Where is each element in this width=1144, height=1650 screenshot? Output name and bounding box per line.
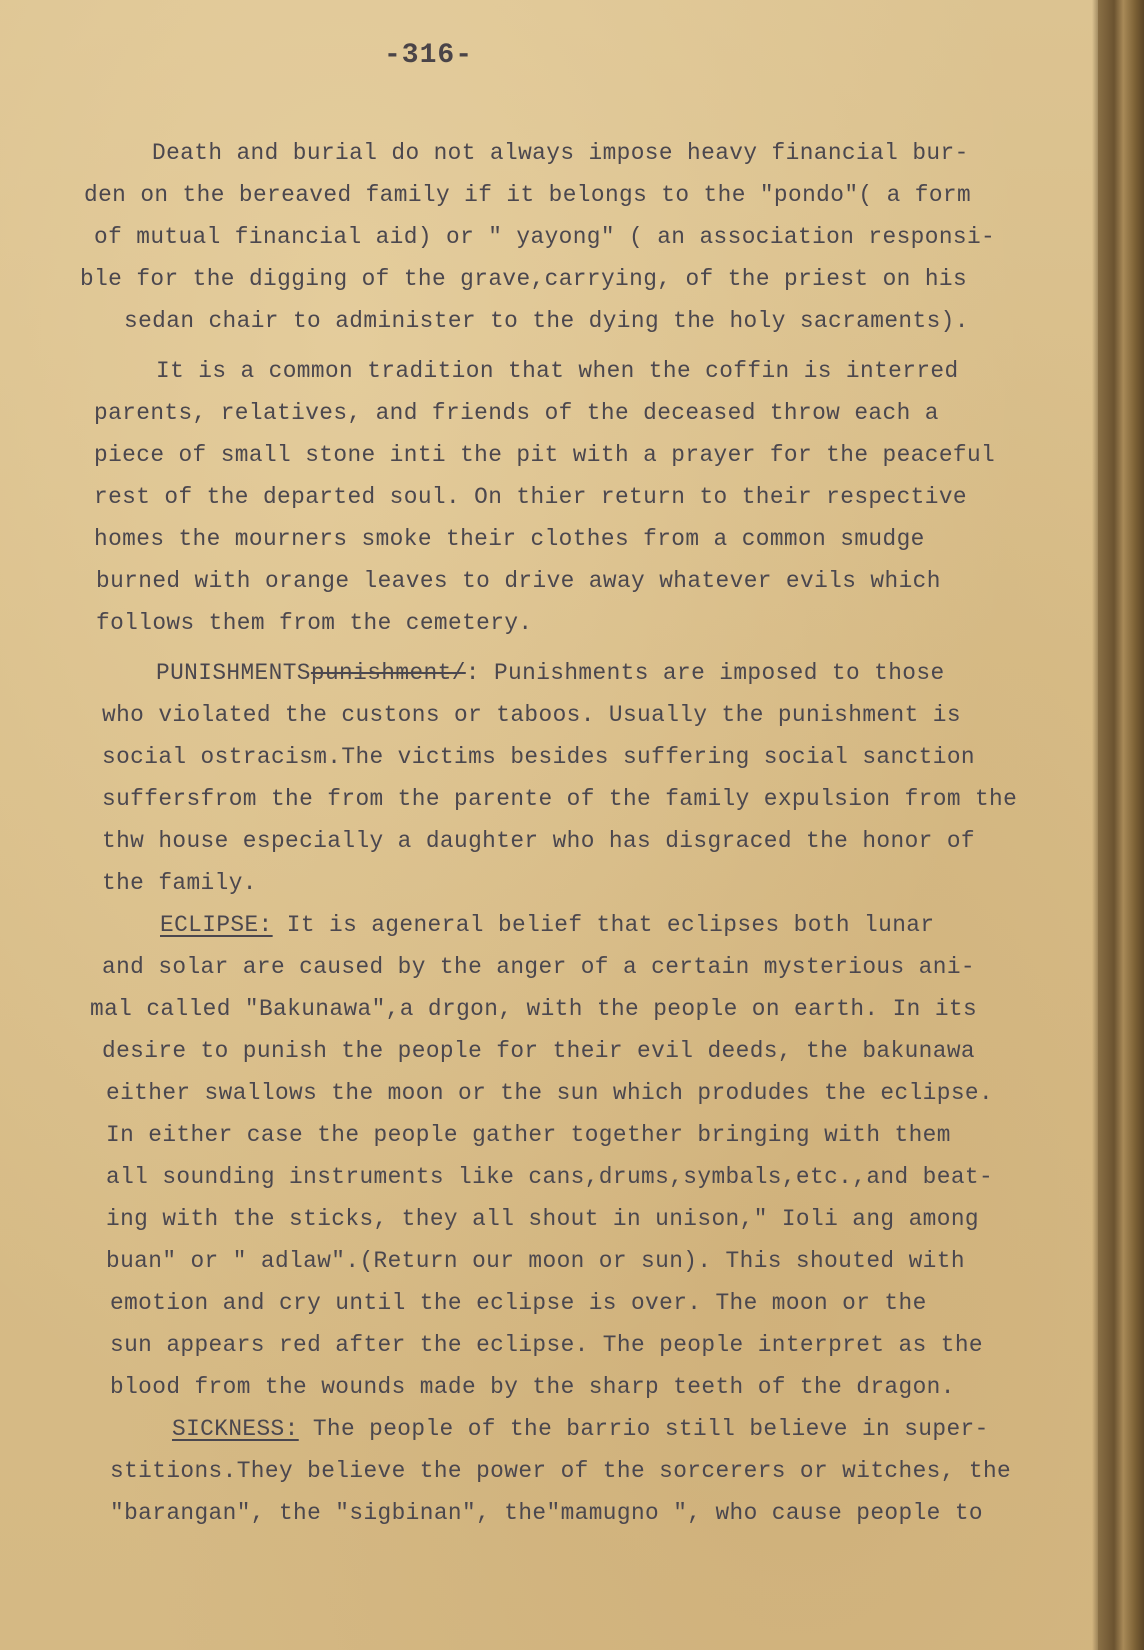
text-line: follows them from the cemetery. bbox=[96, 610, 533, 636]
text-line: Death and burial do not always impose heavy financial bur- bbox=[152, 140, 969, 166]
section-heading-punishment: PUNISHMENTS bbox=[156, 660, 311, 686]
text-line: It is ageneral belief that eclipses both lunar bbox=[286, 912, 935, 938]
body-text bbox=[80, 132, 1080, 1534]
text-line: sun appears red after the eclipse. The people interpret as the bbox=[110, 1332, 983, 1358]
text-line: all sounding instruments like cans,drums,symbals,etc.,and beat- bbox=[106, 1164, 994, 1190]
text-line: emotion and cry until the eclipse is over. The moon or the bbox=[110, 1290, 927, 1316]
section-heading-sickness: SICKNESS: bbox=[172, 1416, 299, 1442]
section-heading-eclipse: ECLIPSE: bbox=[160, 912, 273, 938]
text-line: blood from the wounds made by the sharp teeth of the dragon. bbox=[110, 1374, 955, 1400]
text-line: burned with orange leaves to drive away whatever evils which bbox=[96, 568, 941, 594]
text-line: social ostracism.The victims besides suffering social sanction bbox=[102, 744, 975, 770]
text-line: sedan chair to administer to the dying the holy sacraments). bbox=[124, 308, 969, 334]
text-line: mal called "Bakunawa",a drgon, with the people on earth. In its bbox=[90, 996, 978, 1022]
text-line: thw house especially a daughter who has disgraced the honor of bbox=[102, 828, 975, 854]
book-binding bbox=[1098, 0, 1144, 1650]
eclipse-first-line bbox=[80, 904, 1080, 946]
punishment-first-line: PUNISHMENTSpunishment/: Punishments are imposed to those bbox=[156, 660, 945, 686]
text-line: either swallows the moon or the sun which produdes the eclipse. bbox=[106, 1080, 994, 1106]
text-line: Punishments are imposed to those bbox=[493, 660, 945, 686]
text-line: "barangan", the "sigbinan", the"mamugno ", who cause people to bbox=[110, 1500, 983, 1526]
text-line: suffersfrom the from the parente of the family expulsion from the bbox=[102, 786, 1018, 812]
text-line: ble for the digging of the grave,carrying, of the priest on his bbox=[80, 266, 968, 292]
text-line: who violated the custons or taboos. Usually the punishment is bbox=[102, 702, 961, 728]
text-line: In either case the people gather together bringing with them bbox=[106, 1122, 951, 1148]
text-line: homes the mourners smoke their clothes from a common smudge bbox=[94, 526, 925, 552]
text-line: rest of the departed soul. On thier return to their respective bbox=[94, 484, 967, 510]
text-line: and solar are caused by the anger of a certain mysterious ani- bbox=[102, 954, 975, 980]
text-line: stitions.They believe the power of the sorcerers or witches, the bbox=[110, 1458, 1012, 1484]
sickness-first-line bbox=[80, 1408, 1080, 1450]
text-line: the family. bbox=[102, 870, 257, 896]
text-line: ing with the sticks, they all shout in unison," Ioli ang among bbox=[106, 1206, 979, 1232]
text-line: of mutual financial aid) or " yayong" ( an association responsi- bbox=[94, 224, 996, 250]
text-line: The people of the barrio still believe in super- bbox=[312, 1416, 989, 1442]
text-line: buan" or " adlaw".(Return our moon or sun). This shouted with bbox=[106, 1248, 965, 1274]
text-line: den on the bereaved family if it belongs to the "pondo"( a form bbox=[84, 182, 972, 208]
text-line: desire to punish the people for their evil deeds, the bakunawa bbox=[102, 1038, 975, 1064]
text-line: parents, relatives, and friends of the deceased throw each a bbox=[94, 400, 939, 426]
struck-text: punishment/ bbox=[310, 660, 466, 686]
text-line: piece of small stone inti the pit with a prayer for the peaceful bbox=[94, 442, 996, 468]
text-line: It is a common tradition that when the coffin is interred bbox=[156, 358, 959, 384]
page-number: -316- bbox=[384, 40, 474, 71]
